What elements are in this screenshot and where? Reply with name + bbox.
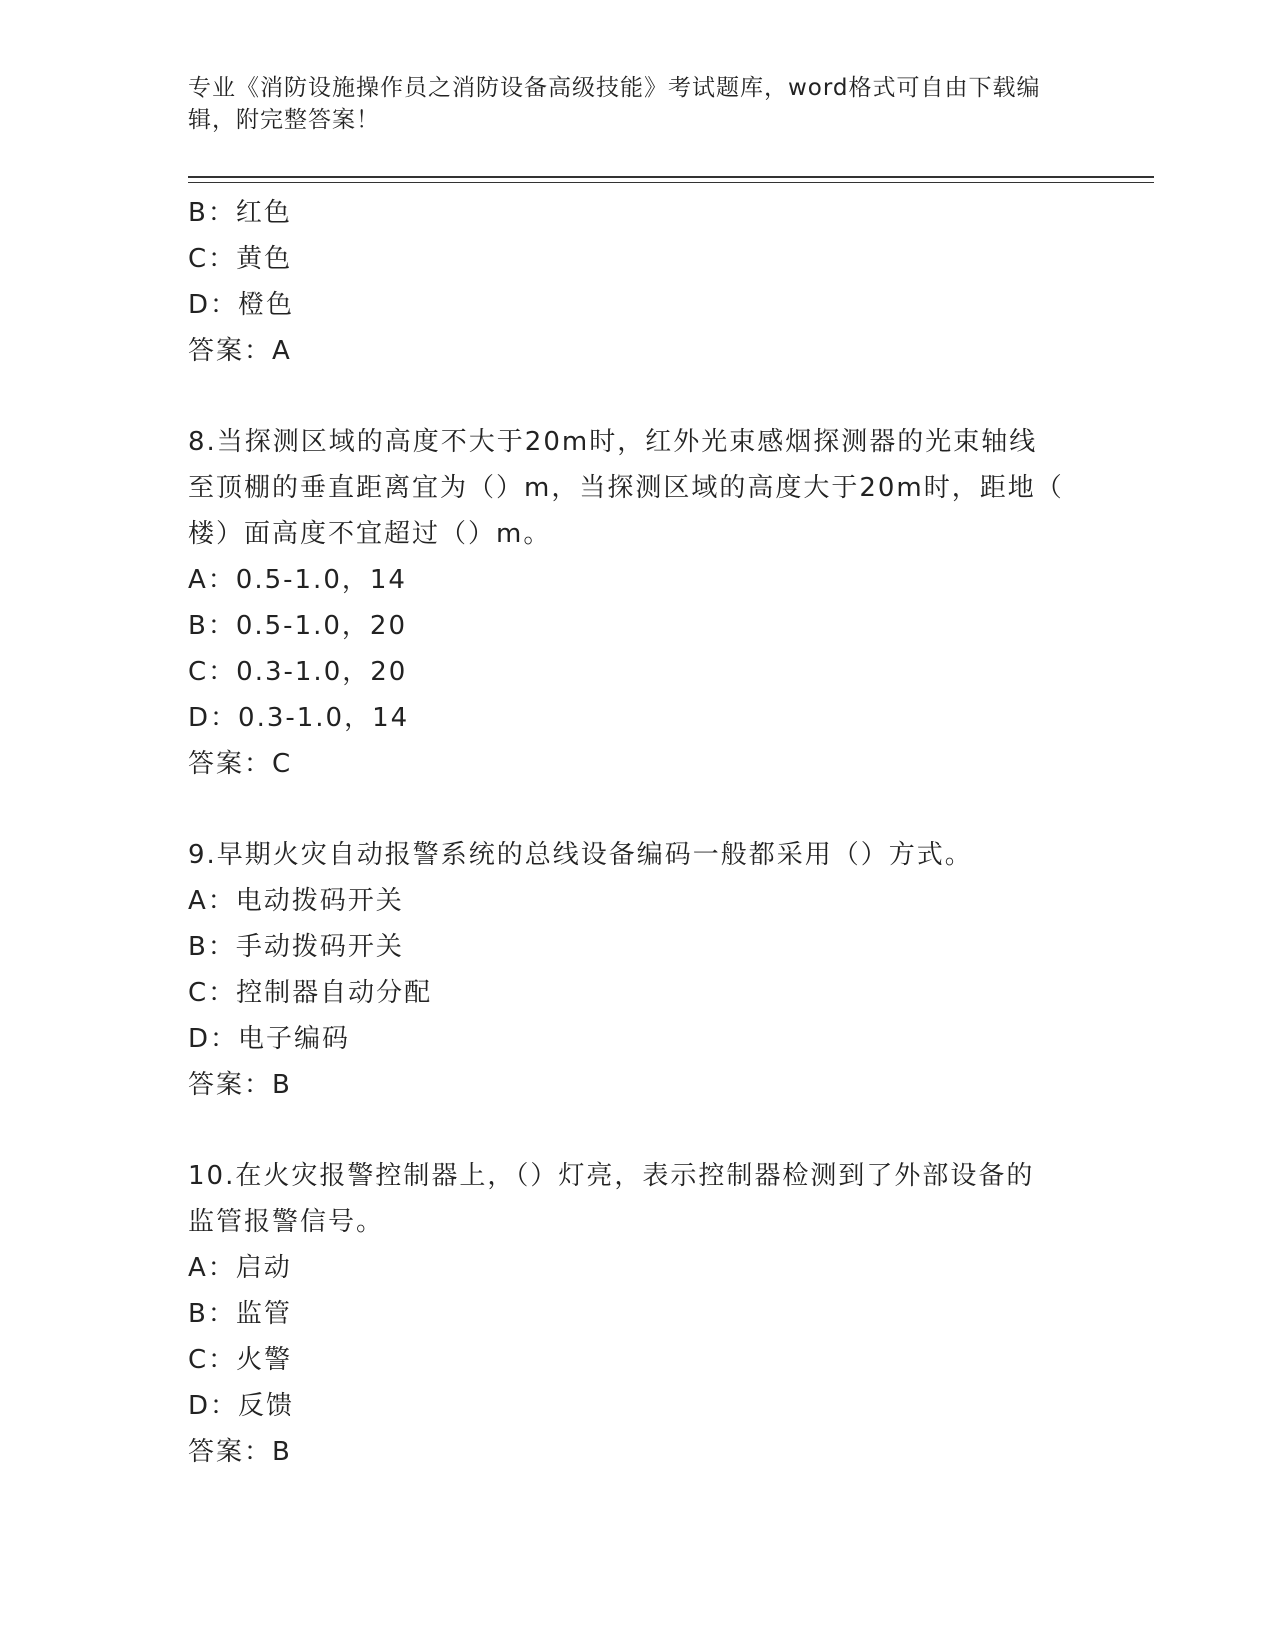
question-10 — [188, 1153, 1088, 1475]
option-b: B：红色 — [188, 198, 292, 228]
option-c: C：火警 — [188, 1345, 293, 1375]
question-stem: 10.在火灾报警控制器上，（）灯亮，表示控制器检测到了外部设备的 — [188, 1161, 1035, 1191]
question-stem: 至顶棚的垂直距离宜为（）m，当探测区域的高度大于20m时，距地（ — [188, 473, 1064, 503]
option-a: A：电动拨码开关 — [188, 886, 404, 916]
header-divider — [188, 176, 1154, 178]
question-7 — [188, 190, 1088, 374]
question-stem: 9.早期火灾自动报警系统的总线设备编码一般都采用（）方式。 — [188, 840, 973, 870]
page-header — [188, 72, 1068, 136]
header-line-1: 专业《消防设施操作员之消防设备高级技能》考试题库，word格式可自由下载编 — [188, 75, 1041, 101]
answer: 答案：C — [188, 749, 293, 779]
option-b: B：监管 — [188, 1299, 292, 1329]
answer: 答案：B — [188, 1070, 292, 1100]
option-c: C：0.3-1.0，20 — [188, 657, 408, 687]
option-b: B：0.5-1.0，20 — [188, 611, 408, 641]
header-divider-thin — [188, 182, 1154, 183]
option-d: D：0.3-1.0，14 — [188, 703, 410, 733]
answer: 答案：A — [188, 336, 292, 366]
option-a: A：启动 — [188, 1253, 292, 1283]
question-list — [188, 190, 1088, 1475]
option-a: A：0.5-1.0，14 — [188, 565, 407, 595]
option-d: D：反馈 — [188, 1391, 295, 1421]
header-line-2: 辑，附完整答案！ — [188, 107, 380, 133]
option-b: B：手动拨码开关 — [188, 932, 404, 962]
option-d: D：电子编码 — [188, 1024, 351, 1054]
option-c: C：黄色 — [188, 244, 293, 274]
question-stem: 楼）面高度不宜超过（）m。 — [188, 519, 552, 549]
question-9 — [188, 832, 1088, 1108]
option-c: C：控制器自动分配 — [188, 978, 433, 1008]
question-8 — [188, 419, 1088, 787]
question-stem: 8.当探测区域的高度不大于20m时，红外光束感烟探测器的光束轴线 — [188, 427, 1038, 457]
question-stem: 监管报警信号。 — [188, 1207, 385, 1237]
answer: 答案：B — [188, 1437, 292, 1467]
option-d: D：橙色 — [188, 290, 295, 320]
